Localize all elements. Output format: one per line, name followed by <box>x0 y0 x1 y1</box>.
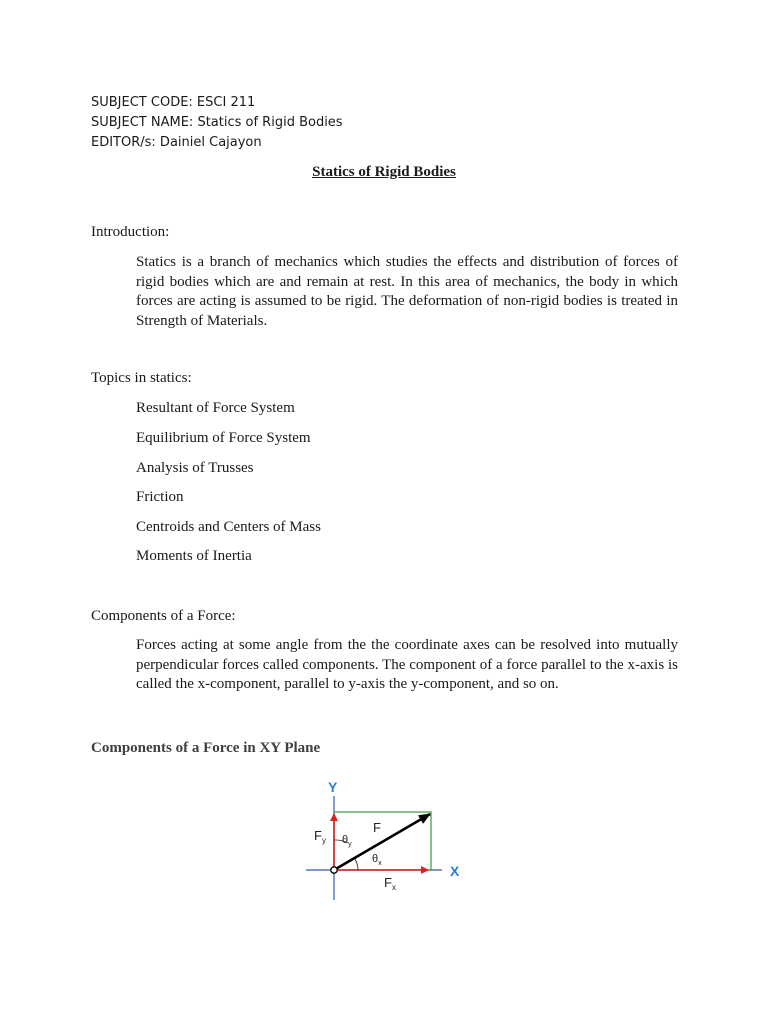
topic-item: Centroids and Centers of Mass <box>136 519 321 535</box>
components-paragraph: Forces acting at some angle from the the coordinate axes can be resolved into mutually perpendicular forces called components. The component of a force parallel to the x-axis is called the x-component, parallel to y-axis the y-component, and so on. <box>136 637 678 692</box>
topics-heading: Topics in statics: <box>91 370 192 386</box>
introduction-paragraph: Statics is a branch of mechanics which studies the effects and distribution of forces of rigid bodies which are and remain at rest. In this area of mechanics, the body in which forces are acting is assumed to be rigid. The deformation of non-rigid bodies is treated in Strength of Materials. <box>136 254 678 329</box>
theta-y-label: $\theta_y$ <box>342 834 352 848</box>
topic-item: Friction <box>136 489 184 505</box>
fy-label: $F_y$ <box>314 828 326 845</box>
topic-item: Moments of Inertia <box>136 548 252 564</box>
origin-point <box>331 867 337 873</box>
components-heading: Components of a Force: <box>91 608 236 624</box>
theta-x-label: $\theta_x$ <box>372 853 382 867</box>
fx-label: $F_x$ <box>384 875 396 892</box>
theta-x-arc <box>355 859 358 870</box>
introduction-heading: Introduction: <box>91 224 170 240</box>
force-components-diagram <box>302 776 472 902</box>
document-meta <box>91 93 343 153</box>
editor: EDITOR/s: Dainiel Cajayon <box>91 135 262 150</box>
document-title: Statics of Rigid Bodies <box>312 164 456 180</box>
y-axis-label: Y <box>328 779 338 795</box>
subject-code: SUBJECT CODE: ESCI 211 <box>91 95 256 110</box>
xy-plane-heading: Components of a Force in XY Plane <box>91 740 321 756</box>
x-axis-label: X <box>450 863 460 879</box>
force-label: F <box>373 820 381 835</box>
topic-item: Analysis of Trusses <box>136 460 254 476</box>
topic-item: Resultant of Force System <box>136 400 295 416</box>
topic-item: Equilibrium of Force System <box>136 430 311 446</box>
subject-name: SUBJECT NAME: Statics of Rigid Bodies <box>91 115 343 130</box>
